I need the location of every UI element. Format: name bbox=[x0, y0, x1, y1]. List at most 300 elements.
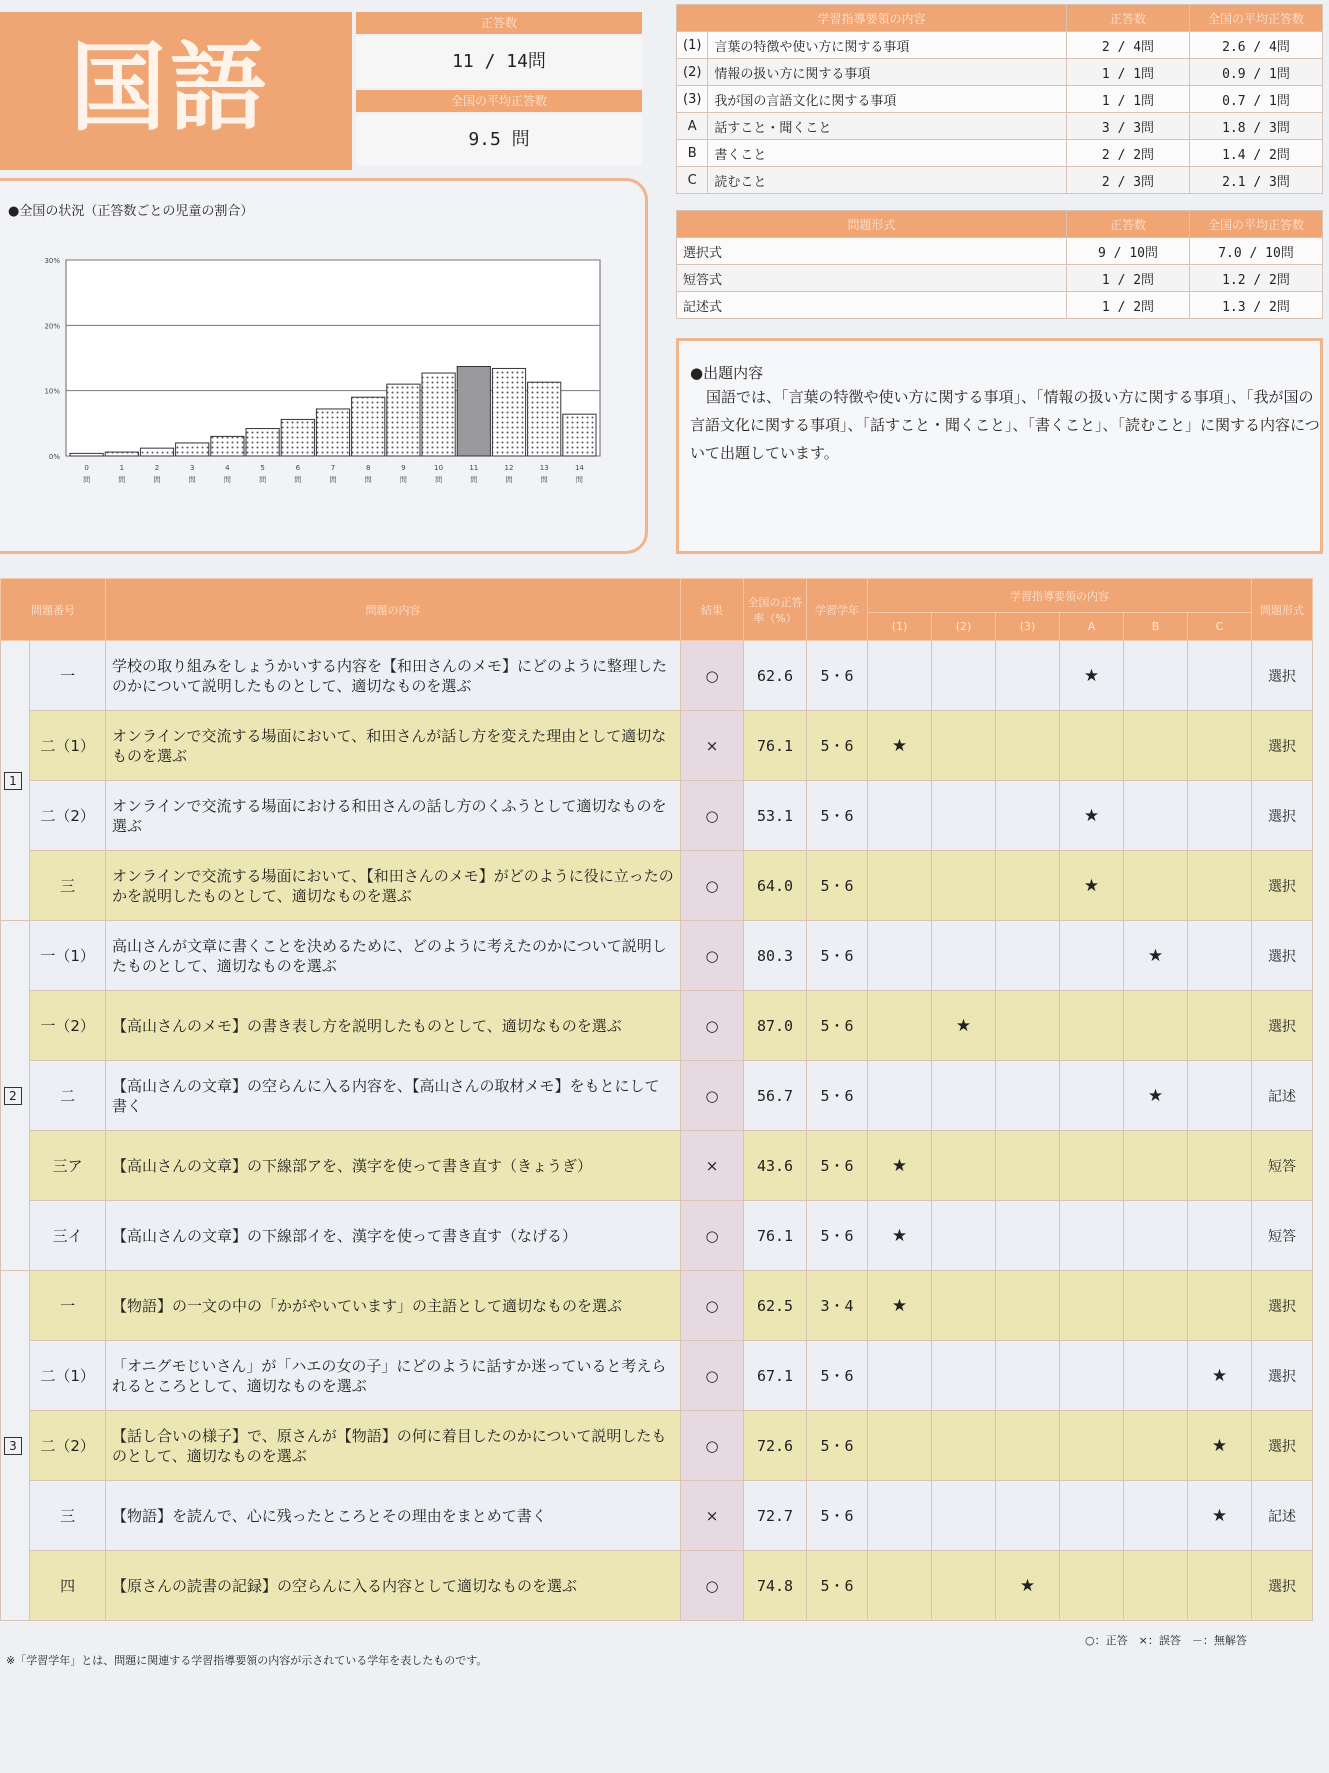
guideline-cell bbox=[1060, 711, 1124, 781]
y-tick-label: 10% bbox=[44, 387, 60, 396]
learning-grade: 5・6 bbox=[807, 1551, 868, 1621]
question-format: 選択 bbox=[1252, 711, 1313, 781]
bar bbox=[387, 384, 420, 456]
guideline-cell bbox=[868, 1551, 932, 1621]
guideline-correct: 2 / 3問 bbox=[1067, 167, 1190, 194]
guideline-average: 1.4 / 2問 bbox=[1190, 140, 1323, 167]
guideline-cell bbox=[1124, 851, 1188, 921]
x-tick-unit: 問 bbox=[259, 476, 267, 484]
guideline-cell bbox=[932, 1061, 996, 1131]
learning-grade: 5・6 bbox=[807, 641, 868, 711]
guideline-cell bbox=[996, 1411, 1060, 1481]
question-row bbox=[1, 1131, 1313, 1201]
guideline-cell bbox=[1188, 1271, 1252, 1341]
guideline-cell bbox=[1124, 1551, 1188, 1621]
star-icon: ★ bbox=[1211, 1365, 1228, 1386]
question-format: 選択 bbox=[1252, 1551, 1313, 1621]
guideline-cell bbox=[932, 781, 996, 851]
star-icon: ★ bbox=[1083, 875, 1100, 896]
header-question-number: 問題番号 bbox=[1, 579, 106, 641]
learning-grade: 3・4 bbox=[807, 1271, 868, 1341]
learning-grade: 5・6 bbox=[807, 1411, 868, 1481]
guideline-cell bbox=[996, 921, 1060, 991]
guideline-cell bbox=[1188, 781, 1252, 851]
guideline-cell bbox=[932, 711, 996, 781]
guideline-cell bbox=[868, 1481, 932, 1551]
guideline-correct: 2 / 2問 bbox=[1067, 140, 1190, 167]
bar bbox=[563, 414, 596, 456]
learning-grade: 5・6 bbox=[807, 1481, 868, 1551]
guideline-cell bbox=[1124, 711, 1188, 781]
guideline-label: 書くこと bbox=[708, 140, 1067, 167]
guideline-cell bbox=[996, 1201, 1060, 1271]
bar bbox=[316, 409, 349, 456]
col-header-format: 問題形式 bbox=[677, 211, 1067, 238]
result-mark: ○ bbox=[681, 991, 744, 1061]
x-tick-unit: 問 bbox=[118, 476, 126, 484]
bar bbox=[105, 452, 138, 456]
question-row bbox=[1, 851, 1313, 921]
x-tick-label: 6 bbox=[295, 464, 301, 472]
format-row bbox=[677, 265, 1323, 292]
question-row bbox=[1, 1061, 1313, 1131]
question-number: 一 bbox=[30, 641, 106, 711]
result-mark: ○ bbox=[681, 1551, 744, 1621]
national-average-value: 9.5 問 bbox=[356, 114, 642, 166]
question-row bbox=[1, 1481, 1313, 1551]
bar bbox=[422, 373, 455, 456]
guideline-cell bbox=[1060, 641, 1124, 711]
guideline-cell bbox=[1060, 1131, 1124, 1201]
question-number: 三ア bbox=[30, 1131, 106, 1201]
guideline-cell bbox=[932, 991, 996, 1061]
question-format: 選択 bbox=[1252, 991, 1313, 1061]
guideline-score-table bbox=[676, 4, 1323, 194]
national-rate: 72.7 bbox=[744, 1481, 807, 1551]
x-tick-label: 3 bbox=[189, 464, 195, 472]
guideline-col-header: A bbox=[1060, 613, 1124, 641]
guideline-col-header: (3) bbox=[996, 613, 1060, 641]
guideline-cell bbox=[996, 851, 1060, 921]
guideline-cell bbox=[1124, 1131, 1188, 1201]
star-icon: ★ bbox=[1147, 945, 1164, 966]
guideline-cell bbox=[868, 641, 932, 711]
guideline-cell bbox=[932, 851, 996, 921]
guideline-cell bbox=[868, 921, 932, 991]
question-row bbox=[1, 781, 1313, 851]
learning-grade: 5・6 bbox=[807, 851, 868, 921]
bar bbox=[211, 436, 244, 456]
guideline-cell bbox=[1188, 1411, 1252, 1481]
x-tick-label: 10 bbox=[434, 464, 444, 472]
question-content: 【原さんの読書の記録】の空らんに入る内容として適切なものを選ぶ bbox=[106, 1551, 681, 1621]
bar bbox=[352, 397, 385, 456]
national-rate: 62.6 bbox=[744, 641, 807, 711]
x-tick-label: 12 bbox=[504, 464, 514, 472]
question-results-table bbox=[0, 578, 1313, 1621]
guideline-cell bbox=[1060, 1271, 1124, 1341]
guideline-cell bbox=[932, 1271, 996, 1341]
result-mark: ○ bbox=[681, 1061, 744, 1131]
learning-grade: 5・6 bbox=[807, 1341, 868, 1411]
format-average: 1.3 / 2問 bbox=[1190, 292, 1323, 319]
section-number: 3 bbox=[4, 1437, 22, 1455]
bar bbox=[457, 366, 490, 456]
question-content: 「オニグモじいさん」が「ハエの女の子」にどのように話すか迷っていると考えられるところとして、適切なものを選ぶ bbox=[106, 1341, 681, 1411]
col-header-average: 全国の平均正答数 bbox=[1190, 5, 1323, 32]
guideline-cell bbox=[868, 1201, 932, 1271]
star-icon: ★ bbox=[1019, 1575, 1036, 1596]
col-header-correct: 正答数 bbox=[1067, 5, 1190, 32]
question-row bbox=[1, 641, 1313, 711]
footnote: ※「学習学年」とは、問題に関連する学習指導要領の内容が示されている学年を表したものです。 bbox=[6, 1654, 488, 1667]
x-tick-unit: 問 bbox=[188, 476, 196, 484]
result-mark: ○ bbox=[681, 1201, 744, 1271]
guideline-row bbox=[677, 32, 1323, 59]
x-tick-label: 1 bbox=[119, 464, 125, 472]
guideline-cell bbox=[1188, 1201, 1252, 1271]
guideline-average: 0.9 / 1問 bbox=[1190, 59, 1323, 86]
guideline-cell bbox=[932, 1341, 996, 1411]
format-label: 短答式 bbox=[677, 265, 1067, 292]
question-format: 選択 bbox=[1252, 921, 1313, 991]
guideline-cell bbox=[1188, 1341, 1252, 1411]
guideline-cell bbox=[996, 991, 1060, 1061]
question-format: 記述 bbox=[1252, 1481, 1313, 1551]
question-format: 選択 bbox=[1252, 1411, 1313, 1481]
y-tick-label: 20% bbox=[44, 322, 60, 331]
guideline-cell bbox=[1124, 1341, 1188, 1411]
question-format: 短答 bbox=[1252, 1131, 1313, 1201]
content-heading: ●出題内容 bbox=[690, 364, 764, 382]
x-tick-unit: 問 bbox=[540, 476, 548, 484]
question-content: 高山さんが文章に書くことを決めるために、どのように考えたのかについて説明したものとして、適切なものを選ぶ bbox=[106, 921, 681, 991]
header-format: 問題形式 bbox=[1252, 579, 1313, 641]
guideline-col-header: (2) bbox=[932, 613, 996, 641]
learning-grade: 5・6 bbox=[807, 711, 868, 781]
guideline-correct: 1 / 1問 bbox=[1067, 86, 1190, 113]
x-tick-label: 7 bbox=[330, 464, 336, 472]
y-tick-label: 0% bbox=[48, 453, 60, 461]
guideline-cell bbox=[932, 641, 996, 711]
guideline-cell bbox=[996, 1131, 1060, 1201]
national-rate: 67.1 bbox=[744, 1341, 807, 1411]
guideline-average: 2.1 / 3問 bbox=[1190, 167, 1323, 194]
national-rate: 87.0 bbox=[744, 991, 807, 1061]
header-result: 結果 bbox=[681, 579, 744, 641]
question-number: 三 bbox=[30, 851, 106, 921]
result-mark: ○ bbox=[681, 781, 744, 851]
result-mark: × bbox=[681, 1481, 744, 1551]
bar bbox=[246, 429, 279, 456]
star-icon: ★ bbox=[1083, 665, 1100, 686]
guideline-cell bbox=[868, 781, 932, 851]
learning-grade: 5・6 bbox=[807, 1061, 868, 1131]
guideline-row bbox=[677, 59, 1323, 86]
guideline-cell bbox=[1060, 1481, 1124, 1551]
guideline-label: 言葉の特徴や使い方に関する事項 bbox=[708, 32, 1067, 59]
guideline-cell bbox=[1188, 1481, 1252, 1551]
star-icon: ★ bbox=[1211, 1435, 1228, 1456]
x-tick-label: 11 bbox=[469, 464, 479, 472]
guideline-cell bbox=[1124, 921, 1188, 991]
bar bbox=[492, 368, 525, 456]
guideline-key: (2) bbox=[677, 59, 708, 86]
question-format: 短答 bbox=[1252, 1201, 1313, 1271]
question-content: 【物語】を読んで、心に残ったところとその理由をまとめて書く bbox=[106, 1481, 681, 1551]
star-icon: ★ bbox=[891, 1155, 908, 1176]
national-rate: 72.6 bbox=[744, 1411, 807, 1481]
result-mark: ○ bbox=[681, 641, 744, 711]
guideline-cell bbox=[868, 1341, 932, 1411]
guideline-cell bbox=[868, 851, 932, 921]
section-number: 1 bbox=[4, 772, 22, 790]
x-tick-unit: 問 bbox=[294, 476, 302, 484]
question-number: 四 bbox=[30, 1551, 106, 1621]
star-icon: ★ bbox=[891, 1225, 908, 1246]
format-row bbox=[677, 238, 1323, 265]
x-tick-label: 14 bbox=[574, 464, 584, 472]
header-question-content: 問題の内容 bbox=[106, 579, 681, 641]
guideline-cell bbox=[1188, 711, 1252, 781]
guideline-cell bbox=[996, 641, 1060, 711]
guideline-label: 話すこと・聞くこと bbox=[708, 113, 1067, 140]
guideline-cell bbox=[1124, 1481, 1188, 1551]
x-tick-label: 13 bbox=[539, 464, 549, 472]
x-tick-label: 9 bbox=[401, 464, 406, 472]
question-row bbox=[1, 1341, 1313, 1411]
guideline-average: 1.8 / 3問 bbox=[1190, 113, 1323, 140]
star-icon: ★ bbox=[891, 1295, 908, 1316]
national-rate: 56.7 bbox=[744, 1061, 807, 1131]
question-number: 三 bbox=[30, 1481, 106, 1551]
question-content: 【高山さんの文章】の下線部アを、漢字を使って書き直す（きょうぎ） bbox=[106, 1131, 681, 1201]
question-number: 二 bbox=[30, 1061, 106, 1131]
result-mark: × bbox=[681, 1131, 744, 1201]
x-tick-label: 5 bbox=[260, 464, 265, 472]
guideline-cell bbox=[868, 1411, 932, 1481]
question-row bbox=[1, 991, 1313, 1061]
format-average: 1.2 / 2問 bbox=[1190, 265, 1323, 292]
guideline-cell bbox=[1060, 851, 1124, 921]
guideline-cell bbox=[1060, 1061, 1124, 1131]
guideline-correct: 2 / 4問 bbox=[1067, 32, 1190, 59]
guideline-cell bbox=[1124, 641, 1188, 711]
result-mark: ○ bbox=[681, 921, 744, 991]
guideline-cell bbox=[1188, 851, 1252, 921]
guideline-cell bbox=[996, 1341, 1060, 1411]
x-tick-label: 8 bbox=[365, 464, 371, 472]
format-score-table bbox=[676, 210, 1323, 319]
guideline-cell bbox=[1060, 1551, 1124, 1621]
question-number: 二（2） bbox=[30, 1411, 106, 1481]
question-row bbox=[1, 1551, 1313, 1621]
question-content: 【高山さんの文章】の空らんに入る内容を、【高山さんの取材メモ】をもとにして書く bbox=[106, 1061, 681, 1131]
star-icon: ★ bbox=[1083, 805, 1100, 826]
score-distribution-chart bbox=[20, 250, 620, 500]
star-icon: ★ bbox=[891, 735, 908, 756]
national-rate: 53.1 bbox=[744, 781, 807, 851]
guideline-cell bbox=[1188, 1551, 1252, 1621]
format-label: 選択式 bbox=[677, 238, 1067, 265]
guideline-row bbox=[677, 140, 1323, 167]
chart-heading: ●全国の状況（正答数ごとの児童の割合） bbox=[8, 204, 254, 219]
guideline-cell bbox=[996, 1481, 1060, 1551]
question-content: 【話し合いの様子】で、原さんが【物語】の何に着目したのかについて説明したものとして、適切なものを選ぶ bbox=[106, 1411, 681, 1481]
guideline-cell bbox=[1188, 641, 1252, 711]
guideline-cell bbox=[1124, 991, 1188, 1061]
question-row bbox=[1, 1271, 1313, 1341]
x-tick-unit: 問 bbox=[83, 476, 91, 484]
guideline-cell bbox=[1188, 1131, 1252, 1201]
guideline-key: C bbox=[677, 167, 708, 194]
guideline-cell bbox=[996, 711, 1060, 781]
x-tick-label: 2 bbox=[154, 464, 160, 472]
guideline-cell bbox=[1188, 921, 1252, 991]
national-rate: 74.8 bbox=[744, 1551, 807, 1621]
national-rate: 43.6 bbox=[744, 1131, 807, 1201]
guideline-cell bbox=[868, 1131, 932, 1201]
x-tick-label: 4 bbox=[225, 464, 230, 472]
guideline-cell bbox=[1060, 1201, 1124, 1271]
col-header-content: 学習指導要領の内容 bbox=[677, 5, 1067, 32]
x-tick-unit: 問 bbox=[223, 476, 231, 484]
national-average-label: 全国の平均正答数 bbox=[356, 90, 642, 112]
x-tick-unit: 問 bbox=[505, 476, 513, 484]
x-tick-unit: 問 bbox=[364, 476, 372, 484]
correct-count-label: 正答数 bbox=[356, 12, 642, 34]
bar bbox=[528, 382, 561, 456]
guideline-correct: 3 / 3問 bbox=[1067, 113, 1190, 140]
guideline-cell bbox=[932, 921, 996, 991]
question-number: 三イ bbox=[30, 1201, 106, 1271]
guideline-col-header: (1) bbox=[868, 613, 932, 641]
guideline-cell bbox=[1124, 1201, 1188, 1271]
section-cell bbox=[1, 921, 30, 1271]
guideline-cell bbox=[1060, 781, 1124, 851]
guideline-cell bbox=[932, 1411, 996, 1481]
national-rate: 80.3 bbox=[744, 921, 807, 991]
question-content: オンラインで交流する場面における和田さんの話し方のくふうとして適切なものを選ぶ bbox=[106, 781, 681, 851]
bar bbox=[176, 443, 209, 456]
guideline-key: (3) bbox=[677, 86, 708, 113]
question-content: 【物語】の一文の中の「かがやいています」の主語として適切なものを選ぶ bbox=[106, 1271, 681, 1341]
question-format: 選択 bbox=[1252, 1271, 1313, 1341]
guideline-cell bbox=[932, 1201, 996, 1271]
guideline-key: B bbox=[677, 140, 708, 167]
col-header-average: 全国の平均正答数 bbox=[1190, 211, 1323, 238]
question-format: 選択 bbox=[1252, 781, 1313, 851]
question-number: 一（2） bbox=[30, 991, 106, 1061]
y-tick-label: 30% bbox=[44, 257, 60, 265]
format-label: 記述式 bbox=[677, 292, 1067, 319]
format-correct: 1 / 2問 bbox=[1067, 265, 1190, 292]
guideline-cell bbox=[1124, 1411, 1188, 1481]
guideline-cell bbox=[868, 1271, 932, 1341]
question-number: 二（2） bbox=[30, 781, 106, 851]
guideline-cell bbox=[868, 711, 932, 781]
x-tick-unit: 問 bbox=[329, 476, 337, 484]
guideline-cell bbox=[1060, 921, 1124, 991]
star-icon: ★ bbox=[1147, 1085, 1164, 1106]
legend: ○：正答 ×：誤答 －：無解答 bbox=[1085, 1634, 1247, 1647]
x-tick-unit: 問 bbox=[153, 476, 161, 484]
section-number: 2 bbox=[4, 1087, 22, 1105]
result-mark: ○ bbox=[681, 1271, 744, 1341]
bar bbox=[281, 419, 314, 456]
question-number: 一（1） bbox=[30, 921, 106, 991]
content-body: 国語では、「言葉の特徴や使い方に関する事項」、「情報の扱い方に関する事項」、「我が国の言語文化に関する事項」、「話すこと・聞くこと」、「書くこと」、「読むこと」に関する内容について出題しています。 bbox=[690, 388, 1320, 462]
question-format: 記述 bbox=[1252, 1061, 1313, 1131]
star-icon: ★ bbox=[955, 1015, 972, 1036]
learning-grade: 5・6 bbox=[807, 1201, 868, 1271]
guideline-label: 我が国の言語文化に関する事項 bbox=[708, 86, 1067, 113]
question-row bbox=[1, 1201, 1313, 1271]
question-content: 【高山さんの文章】の下線部イを、漢字を使って書き直す（なげる） bbox=[106, 1201, 681, 1271]
national-rate: 76.1 bbox=[744, 711, 807, 781]
guideline-cell bbox=[1188, 1061, 1252, 1131]
subject-title: 国語 bbox=[70, 32, 270, 144]
guideline-average: 0.7 / 1問 bbox=[1190, 86, 1323, 113]
guideline-cell bbox=[1124, 781, 1188, 851]
header-national-rate: 全国の正答率（%） bbox=[744, 579, 807, 641]
learning-grade: 5・6 bbox=[807, 991, 868, 1061]
guideline-cell bbox=[996, 1061, 1060, 1131]
correct-count-value: 11 / 14問 bbox=[356, 36, 642, 88]
question-row bbox=[1, 711, 1313, 781]
format-row bbox=[677, 292, 1323, 319]
guideline-cell bbox=[1060, 1341, 1124, 1411]
national-rate: 76.1 bbox=[744, 1201, 807, 1271]
guideline-cell bbox=[932, 1551, 996, 1621]
guideline-cell bbox=[1060, 1411, 1124, 1481]
question-content: 学校の取り組みをしょうかいする内容を【和田さんのメモ】にどのように整理したのかについて説明したものとして、適切なものを選ぶ bbox=[106, 641, 681, 711]
guideline-row bbox=[677, 167, 1323, 194]
result-mark: ○ bbox=[681, 1341, 744, 1411]
guideline-cell bbox=[932, 1481, 996, 1551]
bar bbox=[140, 448, 173, 456]
guideline-correct: 1 / 1問 bbox=[1067, 59, 1190, 86]
learning-grade: 5・6 bbox=[807, 1131, 868, 1201]
x-tick-unit: 問 bbox=[470, 476, 478, 484]
question-format: 選択 bbox=[1252, 1341, 1313, 1411]
learning-grade: 5・6 bbox=[807, 921, 868, 991]
format-correct: 9 / 10問 bbox=[1067, 238, 1190, 265]
guideline-cell bbox=[996, 1551, 1060, 1621]
result-mark: ○ bbox=[681, 851, 744, 921]
question-content: オンラインで交流する場面において、和田さんが話し方を変えた理由として適切なものを選ぶ bbox=[106, 711, 681, 781]
section-cell bbox=[1, 641, 30, 921]
x-tick-unit: 問 bbox=[399, 476, 407, 484]
format-correct: 1 / 2問 bbox=[1067, 292, 1190, 319]
guideline-average: 2.6 / 4問 bbox=[1190, 32, 1323, 59]
question-number: 一 bbox=[30, 1271, 106, 1341]
guideline-row bbox=[677, 86, 1323, 113]
bar bbox=[70, 453, 103, 456]
guideline-cell bbox=[1060, 991, 1124, 1061]
guideline-cell bbox=[1188, 991, 1252, 1061]
x-tick-unit: 問 bbox=[575, 476, 583, 484]
x-tick-unit: 問 bbox=[435, 476, 443, 484]
guideline-label: 読むこと bbox=[708, 167, 1067, 194]
guideline-col-header: C bbox=[1188, 613, 1252, 641]
guideline-cell bbox=[996, 1271, 1060, 1341]
header-grade: 学習学年 bbox=[807, 579, 868, 641]
question-format: 選択 bbox=[1252, 851, 1313, 921]
guideline-row bbox=[677, 113, 1323, 140]
col-header-correct: 正答数 bbox=[1067, 211, 1190, 238]
learning-grade: 5・6 bbox=[807, 781, 868, 851]
